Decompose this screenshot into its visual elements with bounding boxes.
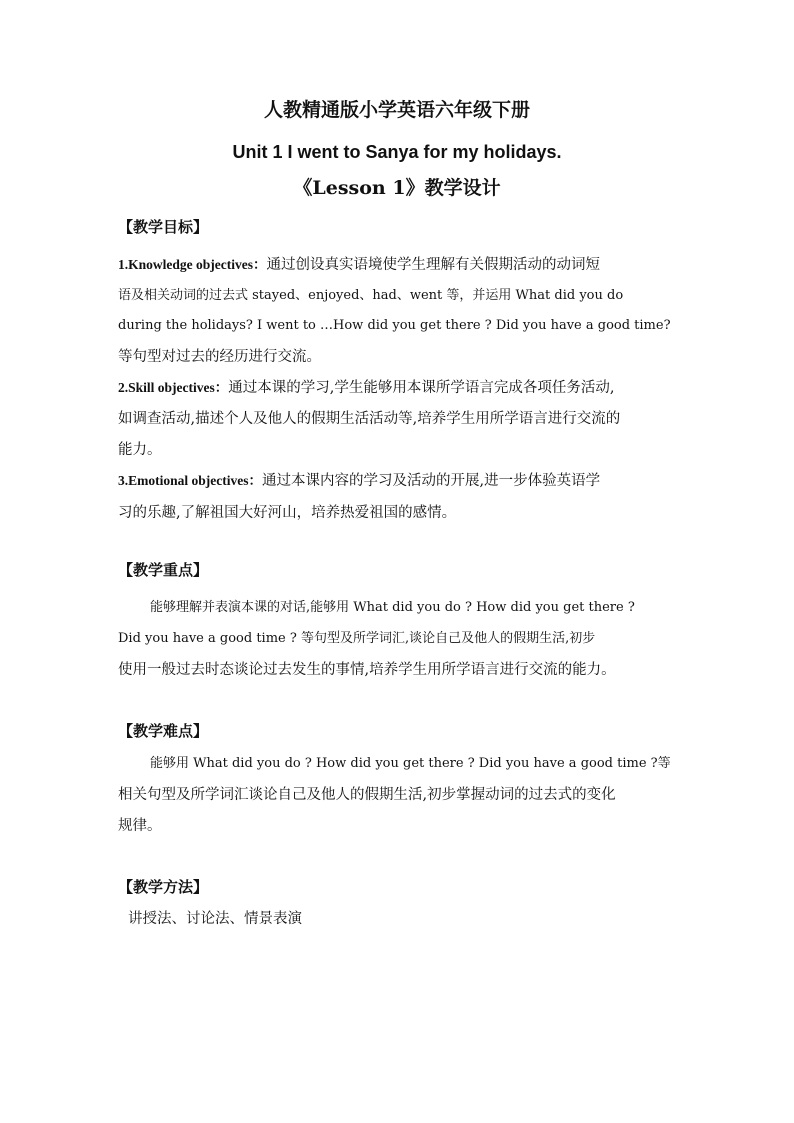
objective-skill-line3: 能力。 <box>118 442 162 458</box>
objective-emotional-text: 通过本课内容的学习及活动的开展,进一步体验英语学 <box>262 473 601 489</box>
heading-methods: 【教学方法】 <box>118 878 209 896</box>
objective-skill-line1 <box>118 377 614 399</box>
heading-objectives: 【教学目标】 <box>118 218 209 236</box>
doc-title-unit: Unit 1 I went to Sanya for my holidays. <box>232 142 562 162</box>
objective-knowledge-line1 <box>118 254 600 276</box>
objective-emotional-label: 3.Emotional objectives： <box>118 473 262 488</box>
objective-emotional-line2: 习的乐趣,了解祖国大好河山，培养热爱祖国的感情。 <box>118 505 457 521</box>
difficulties-line1: 能够用 What did you do ? How did you get there ? Did you have a good time ?等 <box>150 756 671 771</box>
key-points-line2: Did you have a good time ? 等句型及所学词汇,谈论自己及他人的假期生活,初步 <box>118 631 596 646</box>
objective-knowledge-label: 1.Knowledge objectives： <box>118 257 267 272</box>
objective-knowledge-line4: 等句型对过去的经历进行交流。 <box>118 349 321 365</box>
objective-knowledge-line2: 语及相关动词的过去式 stayed、enjoyed、had、went 等，并运用 What did you do <box>118 288 624 303</box>
key-points-line3: 使用一般过去时态谈论过去发生的事情,培养学生用所学语言进行交流的能力。 <box>118 662 616 678</box>
objective-skill-line2: 如调查活动,描述个人及他人的假期生活活动等,培养学生用所学语言进行交流的 <box>118 411 621 427</box>
heading-key-points: 【教学重点】 <box>118 561 209 579</box>
heading-difficulties: 【教学难点】 <box>118 722 209 740</box>
difficulties-line3: 规律。 <box>118 818 162 834</box>
doc-title-book: 人教精通版小学英语六年级下册 <box>263 99 530 121</box>
objective-skill-text: 通过本课的学习,学生能够用本课所学语言完成各项任务活动, <box>228 380 615 396</box>
objective-skill-label: 2.Skill objectives： <box>118 380 229 395</box>
doc-title-lesson: 《Lesson 1》教学设计 <box>293 177 501 199</box>
objective-emotional-line1 <box>118 470 600 492</box>
methods-line1: 讲授法、讨论法、情景表演 <box>128 911 302 927</box>
objective-knowledge-text: 通过创设真实语境使学生理解有关假期活动的动词短 <box>266 257 600 273</box>
difficulties-line2: 相关句型及所学词汇谈论自己及他人的假期生活,初步掌握动词的过去式的变化 <box>118 787 616 803</box>
objective-knowledge-line3: during the holidays? I went to …How did you get there ? Did you have a good time? <box>118 318 671 333</box>
key-points-line1: 能够理解并表演本课的对话,能够用 What did you do ? How did you get there ? <box>150 600 635 615</box>
